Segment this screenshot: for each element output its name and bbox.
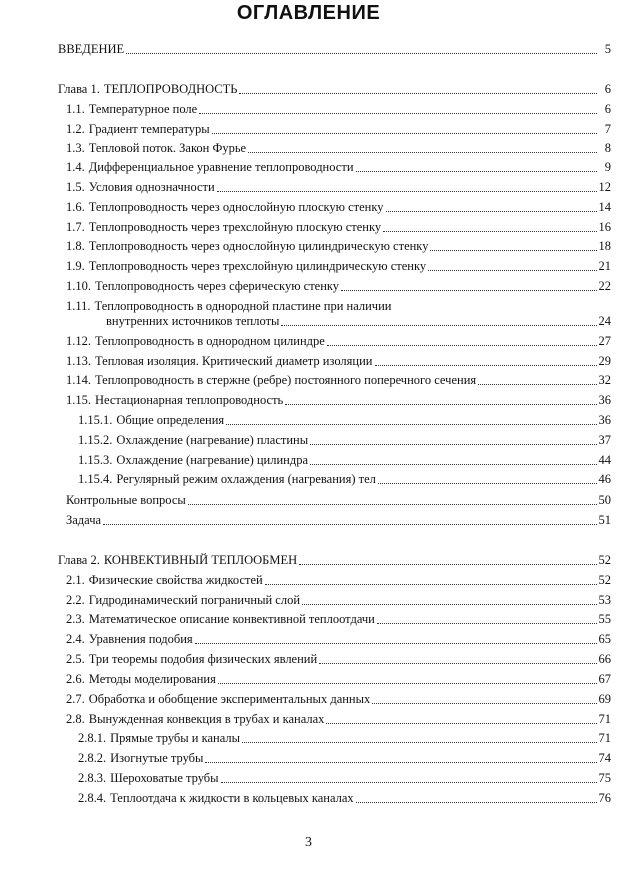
toc-entry[interactable] xyxy=(0,259,611,274)
toc-entry[interactable] xyxy=(0,712,611,727)
dot-leader xyxy=(126,52,597,54)
toc-entry-review-questions[interactable] xyxy=(0,493,611,508)
toc-entry-page: 52 xyxy=(598,553,611,567)
toc-entry-number: 1.15.1. xyxy=(78,413,113,427)
toc-entry-page: 53 xyxy=(598,593,611,607)
toc-entry-title: ВВЕДЕНИЕ xyxy=(58,42,125,56)
toc-entry-page: 75 xyxy=(598,771,611,785)
toc-entry[interactable] xyxy=(0,160,611,175)
toc-entry-number: 1.4. xyxy=(66,160,85,174)
toc-entry[interactable] xyxy=(0,472,611,487)
toc-entry[interactable] xyxy=(0,771,611,786)
toc-entry-number: 1.15.4. xyxy=(78,472,113,486)
toc-entry[interactable] xyxy=(0,413,611,428)
dot-leader xyxy=(326,722,596,724)
dot-leader xyxy=(199,112,597,114)
toc-entry-title: Методы моделирования xyxy=(88,672,216,686)
dot-leader xyxy=(188,503,597,505)
toc-entry-introduction[interactable] xyxy=(0,42,611,57)
dot-leader xyxy=(310,443,596,445)
toc-entry-number: 2.4. xyxy=(66,632,85,646)
toc-entry-page: 27 xyxy=(598,334,611,348)
toc-entry-title: Охлаждение (нагревание) пластины xyxy=(116,433,309,447)
toc-entry-page: 12 xyxy=(598,180,611,194)
toc-entry-page: 44 xyxy=(598,453,611,467)
dot-leader xyxy=(218,682,597,684)
toc-entry[interactable] xyxy=(0,612,611,627)
dot-leader xyxy=(378,482,597,484)
toc-entry-problem[interactable] xyxy=(0,513,611,528)
toc-entry-page: 14 xyxy=(598,200,611,214)
toc-entry-title: Теплопроводность в однородном цилиндре xyxy=(95,334,325,348)
toc-entry-page: 29 xyxy=(598,354,611,368)
toc-entry-number: 1.11. xyxy=(66,299,91,313)
toc-entry-page: 18 xyxy=(598,239,611,253)
toc-entry-page: 46 xyxy=(598,472,611,486)
toc-entry[interactable] xyxy=(0,393,611,408)
toc-entry-page: 71 xyxy=(598,731,611,745)
dot-leader xyxy=(319,662,596,664)
toc-entry-page: 66 xyxy=(598,652,611,666)
dot-leader xyxy=(327,344,597,346)
toc-entry-page: 6 xyxy=(604,82,611,96)
toc-entry-number: 1.6. xyxy=(66,200,85,214)
toc-entry-page: 8 xyxy=(604,141,611,155)
toc-entry[interactable] xyxy=(0,122,611,137)
toc-entry-number: 1.1. xyxy=(66,102,85,116)
dot-leader xyxy=(341,289,596,291)
dot-leader xyxy=(302,603,596,605)
toc-entry[interactable] xyxy=(0,334,611,349)
toc-entry-title: ТЕПЛОПРОВОДНОСТЬ xyxy=(103,82,238,96)
dot-leader xyxy=(386,210,597,212)
toc-entry-page: 76 xyxy=(598,791,611,805)
toc-entry-page: 32 xyxy=(598,373,611,387)
toc-entry-title: Теплопроводность в однородной пластине при наличии xyxy=(94,299,392,313)
toc-entry-title: Задача xyxy=(66,513,102,527)
toc-entry[interactable] xyxy=(0,354,611,369)
toc-entry[interactable] xyxy=(0,731,611,746)
dot-leader xyxy=(248,151,597,153)
dot-leader xyxy=(205,761,596,763)
dot-leader xyxy=(383,230,596,232)
toc-entry-page: 37 xyxy=(598,433,611,447)
toc-entry[interactable] xyxy=(0,593,611,608)
dot-leader xyxy=(478,383,596,385)
toc-entry-page: 52 xyxy=(598,573,611,587)
toc-entry[interactable] xyxy=(0,141,611,156)
toc-entry-page: 22 xyxy=(598,279,611,293)
dot-leader xyxy=(356,801,597,803)
toc-entry-chapter-1[interactable] xyxy=(0,82,611,97)
dot-leader xyxy=(356,170,597,172)
toc-entry[interactable] xyxy=(0,652,611,667)
toc-entry-number: 1.15.2. xyxy=(78,433,113,447)
toc-entry-title: Тепловой поток. Закон Фурье xyxy=(88,141,247,155)
toc-entry[interactable] xyxy=(0,279,611,294)
toc-entry-multiline[interactable] xyxy=(66,299,391,314)
toc-entry[interactable] xyxy=(0,433,611,448)
toc-entry-title: Гидродинамический пограничный слой xyxy=(88,593,301,607)
toc-entry-page: 74 xyxy=(598,751,611,765)
toc-entry-page: 67 xyxy=(598,672,611,686)
toc-entry-number: Глава 1. xyxy=(58,82,100,96)
dot-leader xyxy=(242,741,596,743)
toc-entry-page: 50 xyxy=(598,493,611,507)
toc-entry-title: Теплопроводность в стержне (ребре) постоянного поперечного сечения xyxy=(95,373,477,387)
toc-entry-title: Вынужденная конвекция в трубах и каналах xyxy=(88,712,325,726)
toc-entry[interactable] xyxy=(0,632,611,647)
toc-entry-title: Теплопроводность через сферическую стенку xyxy=(95,279,340,293)
toc-entry-number: 1.7. xyxy=(66,220,85,234)
dot-leader xyxy=(377,622,597,624)
toc-entry-title: Теплопроводность через трехслойную плоскую стенку xyxy=(88,220,382,234)
toc-entry-chapter-2[interactable] xyxy=(0,553,611,568)
page-title: ОГЛАВЛЕНИЕ xyxy=(236,2,381,24)
toc-entry-title: Температурное поле xyxy=(88,102,198,116)
toc-entry-page: 71 xyxy=(598,712,611,726)
toc-entry-number: 1.15.3. xyxy=(78,453,113,467)
toc-entry-page: 55 xyxy=(598,612,611,626)
toc-entry[interactable] xyxy=(0,200,611,215)
toc-entry-number: 1.15. xyxy=(66,393,91,407)
toc-entry-title: Дифференциальное уравнение теплопроводности xyxy=(88,160,354,174)
toc-entry[interactable] xyxy=(0,239,611,254)
toc-entry[interactable] xyxy=(0,453,611,468)
toc-entry[interactable] xyxy=(0,573,611,588)
dot-leader xyxy=(372,702,596,704)
toc-entry[interactable] xyxy=(0,373,611,388)
dot-leader xyxy=(281,324,596,326)
toc-entry-page: 69 xyxy=(598,692,611,706)
toc-entry-title: Теплоотдача к жидкости в кольцевых каналах xyxy=(110,791,354,805)
dot-leader xyxy=(428,269,596,271)
dot-leader xyxy=(217,190,597,192)
toc-entry-number: 1.9. xyxy=(66,259,85,273)
dot-leader xyxy=(221,781,597,783)
toc-entry-number: 2.2. xyxy=(66,593,85,607)
toc-entry-page: 21 xyxy=(598,259,611,273)
toc-entry-page: 36 xyxy=(598,413,611,427)
toc-entry-page: 51 xyxy=(598,513,611,527)
toc-entry-number: 2.8.3. xyxy=(78,771,107,785)
toc-entry-page: 16 xyxy=(598,220,611,234)
toc-entry-title-continued: внутренних источников теплоты xyxy=(106,314,280,328)
dot-leader xyxy=(212,132,597,134)
toc-entry-number: 2.8.2. xyxy=(78,751,107,765)
toc-entry-title: Нестационарная теплопроводность xyxy=(95,393,284,407)
dot-leader xyxy=(375,364,597,366)
toc-entry-number: 1.10. xyxy=(66,279,91,293)
toc-entry-number: 1.12. xyxy=(66,334,91,348)
toc-entry[interactable] xyxy=(0,672,611,687)
toc-entry-number: 2.7. xyxy=(66,692,85,706)
toc-entry-number: 1.3. xyxy=(66,141,85,155)
dot-leader xyxy=(239,92,597,94)
toc-entry-title: Охлаждение (нагревание) цилиндра xyxy=(116,453,309,467)
toc-entry-title: Изогнутые трубы xyxy=(110,751,204,765)
toc-entry-title: Шероховатые трубы xyxy=(110,771,219,785)
page-number: 3 xyxy=(305,835,312,850)
toc-entry-continuation[interactable] xyxy=(0,314,611,329)
dot-leader xyxy=(103,523,596,525)
toc-entry[interactable] xyxy=(0,751,611,766)
toc-entry-number: 1.8. xyxy=(66,239,85,253)
toc-entry-number: 2.6. xyxy=(66,672,85,686)
toc-entry-number: 2.8.4. xyxy=(78,791,107,805)
toc-entry-page: 7 xyxy=(604,122,611,136)
toc-entry-number: 2.1. xyxy=(66,573,85,587)
toc-entry-title: Теплопроводность через трехслойную цилиндрическую стенку xyxy=(88,259,427,273)
toc-entry-number: 2.5. xyxy=(66,652,85,666)
dot-leader xyxy=(430,249,596,251)
toc-entry-title: Градиент температуры xyxy=(88,122,210,136)
toc-entry[interactable] xyxy=(0,791,611,806)
toc-entry-title: Контрольные вопросы xyxy=(66,493,186,507)
toc-entry-page: 6 xyxy=(604,102,611,116)
toc-entry-title: Теплопроводность через однослойную цилиндрическую стенку xyxy=(88,239,429,253)
toc-entry-number: 2.8. xyxy=(66,712,85,726)
toc-entry-title: Общие определения xyxy=(116,413,225,427)
toc-entry[interactable] xyxy=(0,102,611,117)
toc-entry-number: 1.2. xyxy=(66,122,85,136)
dot-leader xyxy=(299,563,596,565)
dot-leader xyxy=(310,463,596,465)
toc-entry-title: Прямые трубы и каналы xyxy=(110,731,241,745)
toc-entry-title: Математическое описание конвективной теплоотдачи xyxy=(88,612,375,626)
dot-leader xyxy=(226,423,596,425)
toc-entry-number: 2.8.1. xyxy=(78,731,107,745)
toc-entry-page: 36 xyxy=(598,393,611,407)
toc-entry-title: Регулярный режим охлаждения (нагревания) тел xyxy=(116,472,376,486)
toc-entry-page: 24 xyxy=(598,314,611,328)
toc-entry[interactable] xyxy=(0,180,611,195)
toc-entry-number: 1.14. xyxy=(66,373,91,387)
toc-entry-number: 1.13. xyxy=(66,354,91,368)
toc-entry-title: Уравнения подобия xyxy=(88,632,193,646)
toc-entry-page: 9 xyxy=(604,160,611,174)
dot-leader xyxy=(195,642,597,644)
toc-entry-title: Тепловая изоляция. Критический диаметр изоляции xyxy=(95,354,373,368)
toc-entry[interactable] xyxy=(0,692,611,707)
toc-entry-title: Обработка и обобщение экспериментальных данных xyxy=(88,692,371,706)
toc-entry-title: Физические свойства жидкостей xyxy=(88,573,263,587)
toc-entry-title: Теплопроводность через однослойную плоскую стенку xyxy=(88,200,384,214)
toc-entry-title: Условия однозначности xyxy=(88,180,215,194)
toc-entry-title: Три теоремы подобия физических явлений xyxy=(88,652,318,666)
toc-entry-page: 65 xyxy=(598,632,611,646)
dot-leader xyxy=(285,403,596,405)
toc-entry-number: Глава 2. xyxy=(58,553,100,567)
toc-entry[interactable] xyxy=(0,220,611,235)
toc-entry-number: 1.5. xyxy=(66,180,85,194)
toc-entry-number: 2.3. xyxy=(66,612,85,626)
toc-entry-page: 5 xyxy=(604,42,611,56)
toc-entry-title: КОНВЕКТИВНЫЙ ТЕПЛООБМЕН xyxy=(103,553,298,567)
dot-leader xyxy=(265,583,597,585)
